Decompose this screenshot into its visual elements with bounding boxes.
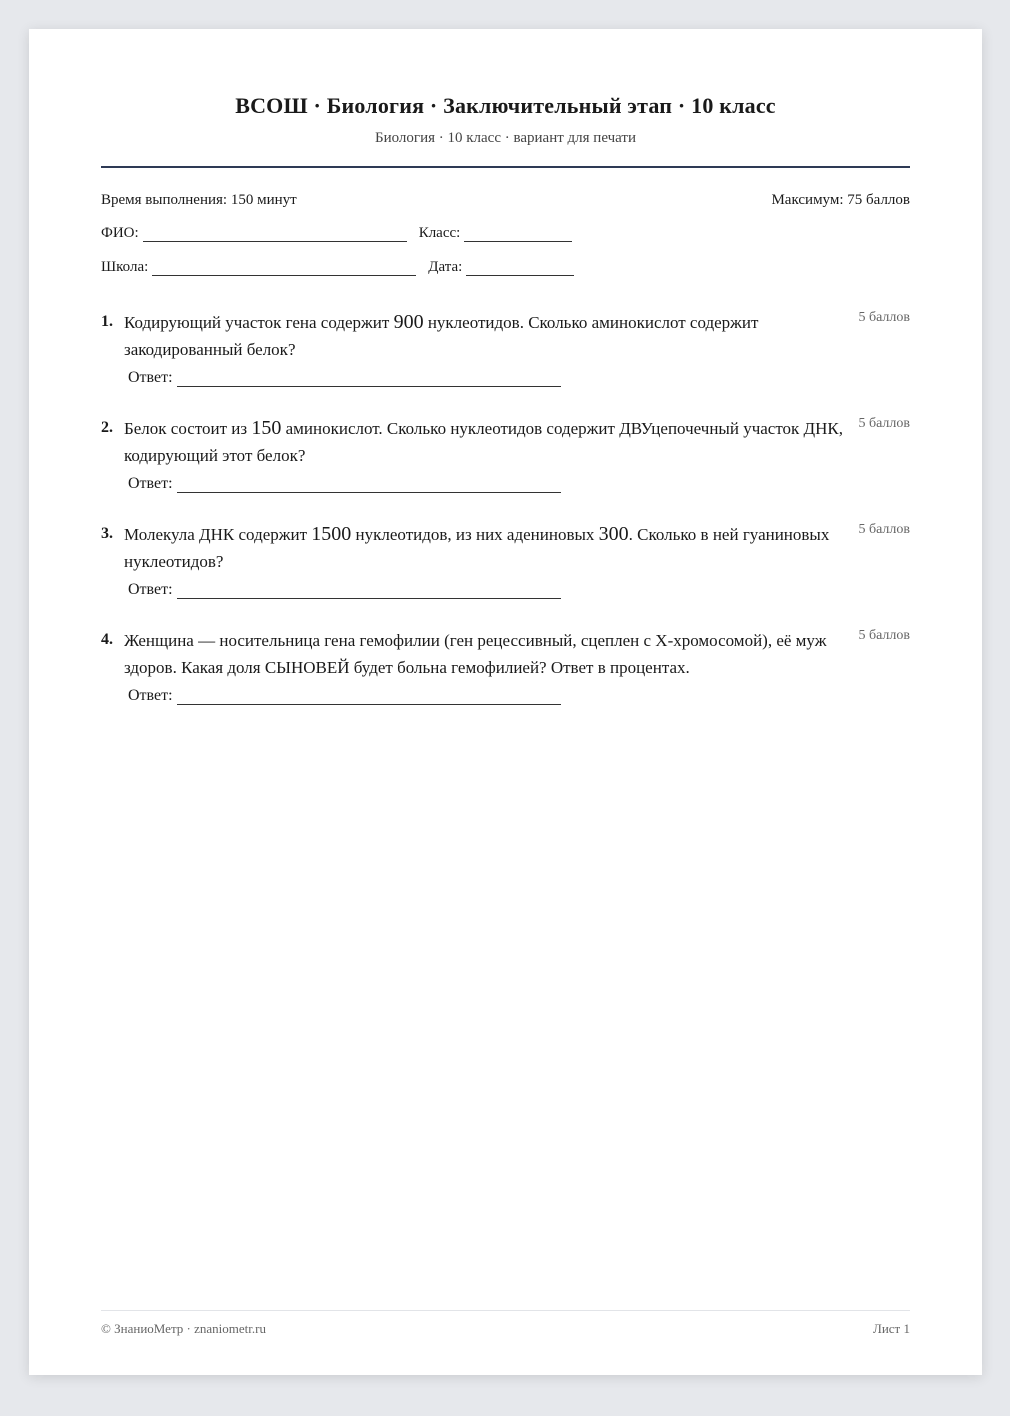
answer-label: Ответ: <box>128 581 173 598</box>
question-text-part: Белок состоит из <box>124 419 252 438</box>
exam-meta <box>101 192 910 209</box>
answer-field[interactable] <box>177 690 561 705</box>
fio-field[interactable] <box>143 227 407 242</box>
fio-label: ФИО: <box>101 225 139 241</box>
date-label: Дата: <box>428 259 463 275</box>
school-label: Школа: <box>101 259 149 275</box>
question-text-part: Молекула ДНК содержит <box>124 525 312 544</box>
question-number: 4. <box>101 631 113 648</box>
answer-row <box>128 369 561 387</box>
question-points: 5 баллов <box>858 310 910 325</box>
question-text <box>124 309 844 363</box>
question-text <box>124 415 844 469</box>
answer-row <box>128 475 561 493</box>
footer-copyright: © ЗнаниоМетр · znaniometr.ru <box>101 1321 266 1336</box>
question-number-value: 900 <box>393 311 424 333</box>
document-sheet <box>29 29 982 1375</box>
page-footer <box>101 1321 910 1337</box>
max-score: Максимум: 75 баллов <box>771 192 910 208</box>
date-field[interactable] <box>466 261 574 276</box>
question-text-part: аминокислот. Сколько нуклеотидов содержит ДВУцепочечный участок ДНК, кодирующий этот белок? <box>124 419 844 465</box>
class-label: Класс: <box>418 225 461 241</box>
question-points: 5 баллов <box>858 628 910 643</box>
question-number-value: 1500 <box>311 523 352 545</box>
question-text-part: нуклеотидов. Сколько аминокислот содержит закодированный белок? <box>124 313 759 359</box>
student-fields-row-2 <box>101 259 910 276</box>
document-content <box>101 29 910 1375</box>
question-number-value: 150 <box>251 417 282 439</box>
question-number: 3. <box>101 525 113 542</box>
answer-label: Ответ: <box>128 475 173 492</box>
question-text <box>124 521 844 575</box>
answer-field[interactable] <box>177 372 561 387</box>
class-field[interactable] <box>464 227 572 242</box>
question-number: 2. <box>101 419 113 436</box>
school-field[interactable] <box>152 261 416 276</box>
answer-field[interactable] <box>177 478 561 493</box>
question-points: 5 баллов <box>858 416 910 431</box>
question-text-part: Кодирующий участок гена содержит <box>124 313 394 332</box>
answer-field[interactable] <box>177 584 561 599</box>
header-divider <box>101 166 910 168</box>
answer-label: Ответ: <box>128 687 173 704</box>
answer-row <box>128 581 561 599</box>
page-title: ВСОШ · Биология · Заключительный этап · 10 класс <box>235 93 776 118</box>
question-text <box>124 627 844 681</box>
time-limit: Время выполнения: 150 минут <box>101 192 297 208</box>
page-number: Лист 1 <box>873 1321 910 1336</box>
question-text-part: Женщина — носительница гена гемофилии (ген рецессивный, сцеплен с X-хромосомой), её муж здоров. Какая доля СЫНОВЕЙ будет больна гемофилией? Ответ в процентах. <box>124 631 827 677</box>
question-text-part: нуклеотидов, из них адениновых <box>351 525 599 544</box>
question-points: 5 баллов <box>858 522 910 537</box>
page-subtitle: Биология · 10 класс · вариант для печати <box>374 130 637 146</box>
student-fields-row-1 <box>101 225 910 242</box>
footer-divider <box>101 1310 910 1311</box>
question-number-value: 300 <box>598 523 629 545</box>
answer-row <box>128 687 561 705</box>
question-number: 1. <box>101 313 113 330</box>
question-text-part: . Сколько в ней гуаниновых нуклеотидов? <box>124 525 830 571</box>
answer-label: Ответ: <box>128 369 173 386</box>
